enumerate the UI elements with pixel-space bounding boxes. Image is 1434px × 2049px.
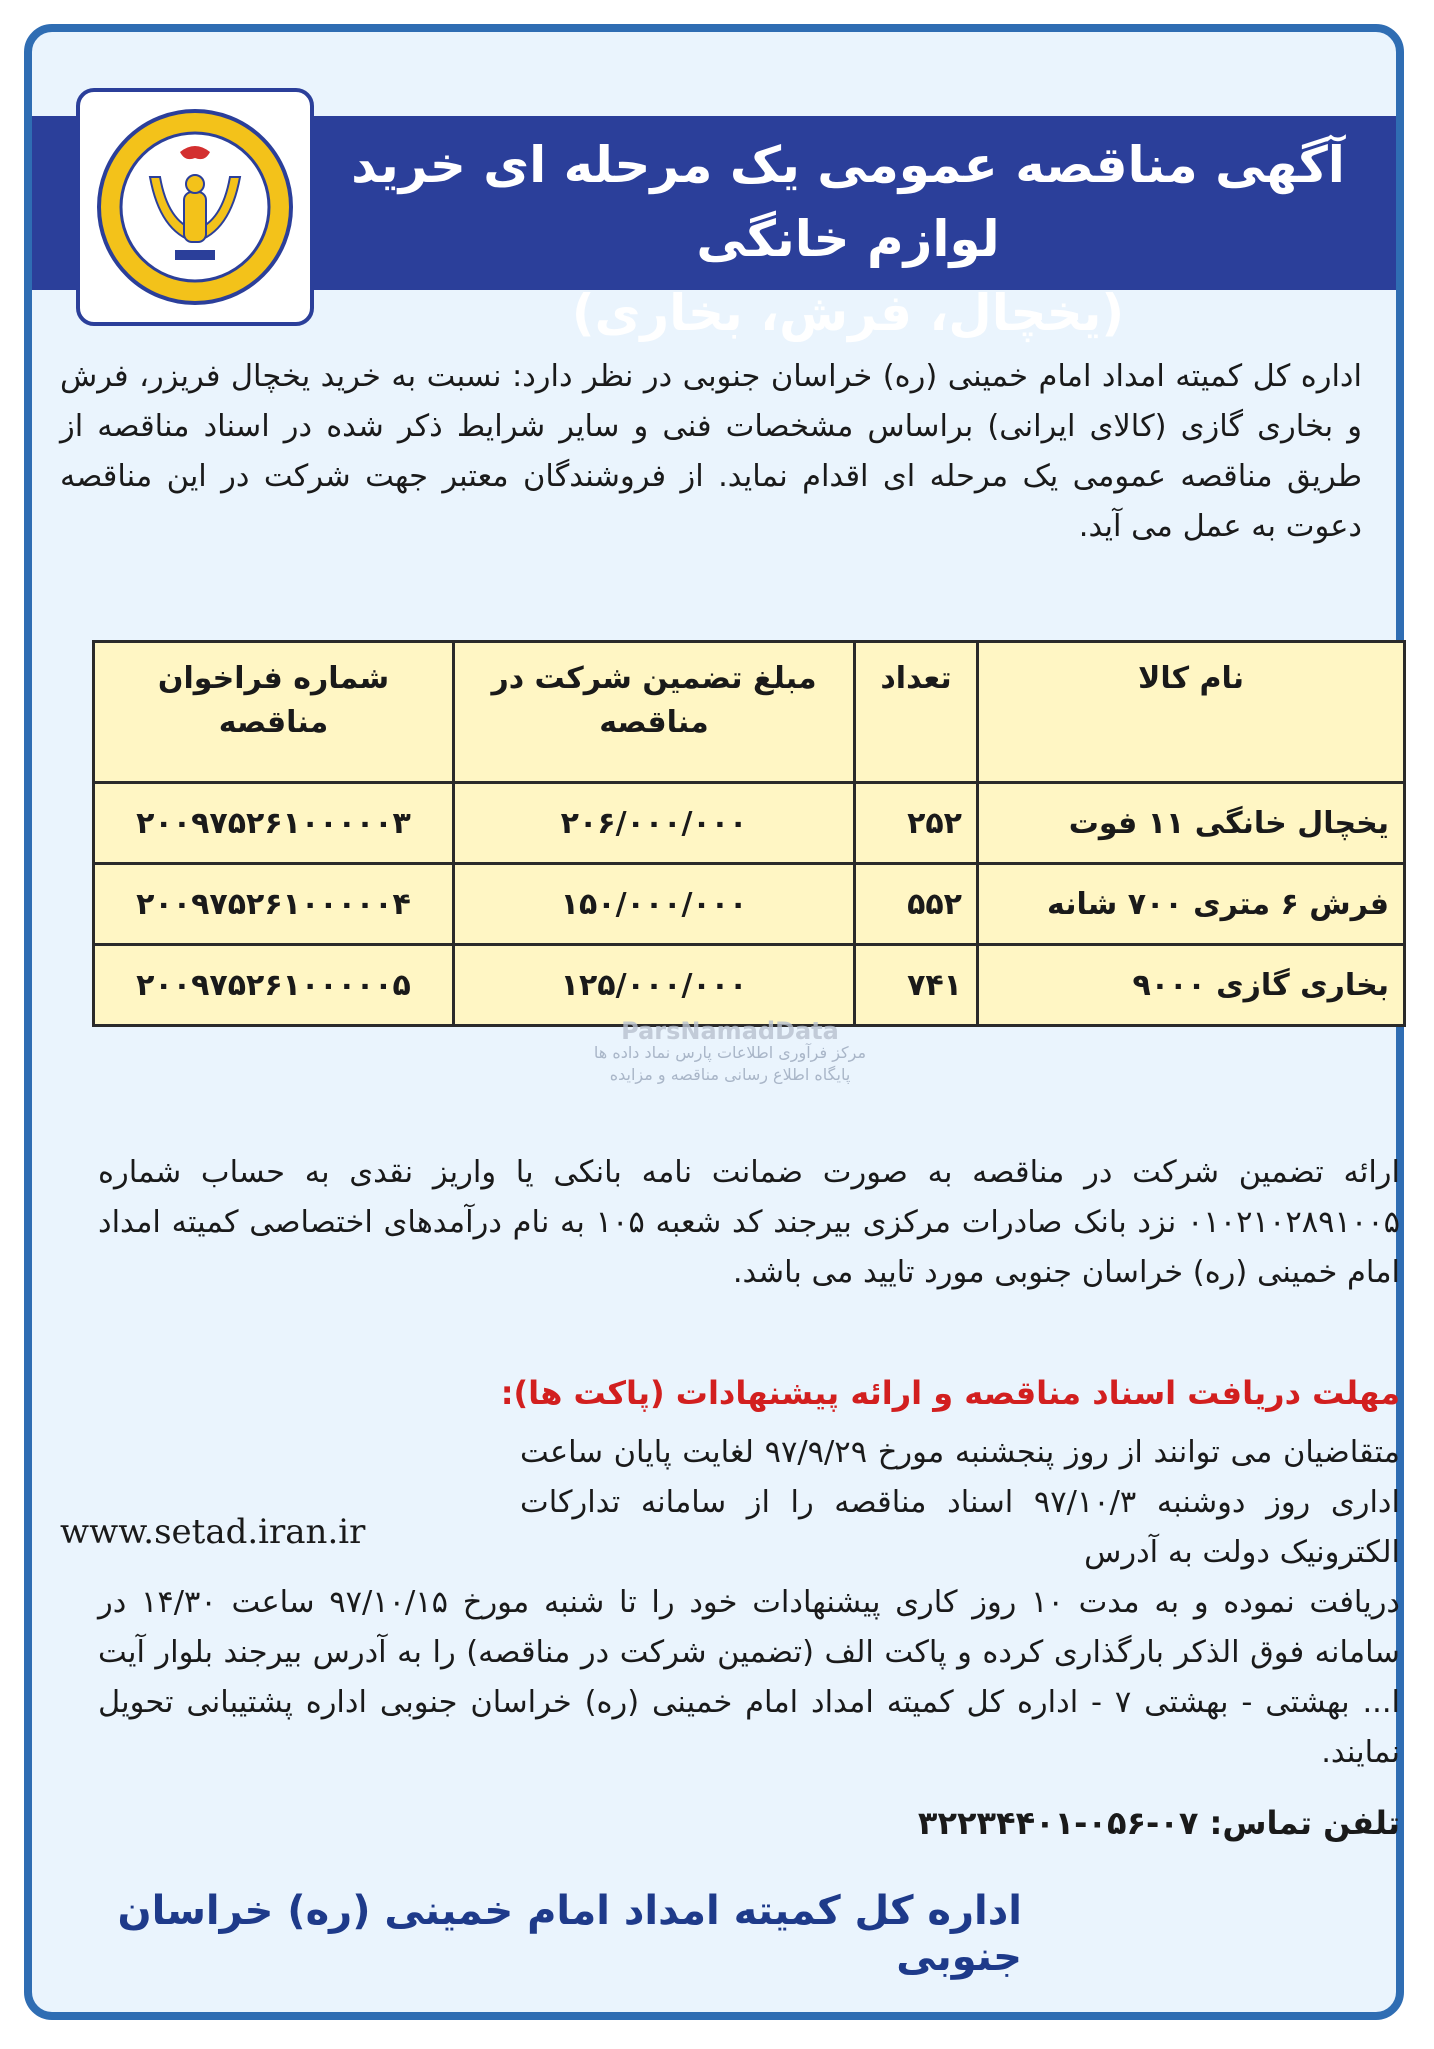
cell-amount: ۱۲۵/۰۰۰/۰۰۰	[454, 945, 855, 1026]
header-amount: مبلغ تضمین شرکت در مناقصه	[454, 642, 855, 783]
cell-number: ۲۰۰۹۷۵۲۶۱۰۰۰۰۰۵	[94, 945, 454, 1026]
header-qty: تعداد	[855, 642, 978, 783]
issuer-footer: اداره کل کمیته امداد امام خمینی (ره) خراسان جنوبی	[117, 1888, 1022, 1980]
cell-amount: ۱۵۰/۰۰۰/۰۰۰	[454, 864, 855, 945]
notice-title	[348, 128, 1348, 350]
cell-amount: ۲۰۶/۰۰۰/۰۰۰	[454, 783, 855, 864]
header-number: شماره فراخوان مناقصه	[94, 642, 454, 783]
watermark-brand: ParsNamadData	[621, 1017, 839, 1045]
items-table	[92, 640, 1406, 1027]
title-line-1: آگهی مناقصه عمومی یک مرحله ای خرید لوازم خانگی	[351, 136, 1345, 268]
setad-url[interactable]: www.setad.iran.ir	[60, 1512, 366, 1552]
watermark-line-1: مرکز فرآوری اطلاعات پارس نماد داده ها	[593, 1043, 867, 1062]
table-row	[94, 864, 1405, 945]
deadline-paragraph-1: متقاضیان می توانند از روز پنجشنبه مورخ ۹۷/۹/۲۹ لغایت پایان ساعت اداری روز دوشنبه ۹۷/۱۰/۳ اسناد مناقصه را از سامانه تدارکات الکترونیک دولت به آدرس	[520, 1435, 1400, 1570]
contact-phone: تلفن تماس: ۰۷-۰۵۶-۳۲۲۳۴۴۰۱	[917, 1804, 1400, 1842]
title-line-2: (یخچال، فرش، بخاری)	[571, 284, 1125, 342]
deadline-paragraph-2: دریافت نموده و به مدت ۱۰ روز کاری پیشنهادات خود را تا شنبه مورخ ۹۷/۱۰/۱۵ ساعت ۱۴/۳۰ در سامانه فوق الذکر بارگذاری کرده و پاکت الف (تضمین شرکت در مناقصه) را به آدرس بیرجند بلوار آیت ا... بهشتی - بهشتی ۷ - اداره کل کمیته امداد امام خمینی (ره) خراسان جنوبی اداره پشتیبانی تحویل نمایند.	[98, 1585, 1401, 1770]
emdad-logo	[76, 88, 314, 326]
table-row	[94, 945, 1405, 1026]
cell-name: بخاری گازی ۹۰۰۰	[978, 945, 1405, 1026]
cell-qty: ۲۵۲	[855, 783, 978, 864]
guarantee-paragraph: ارائه تضمین شرکت در مناقصه به صورت ضمانت نامه بانکی یا واریز نقدی به حساب شماره ۰۱۰۲۱۰۲۸۹۱۰۰۵ نزد بانک صادرات مرکزی بیرجند کد شعبه ۱۰۵ به نام درآمدهای اختصاصی کمیته امداد امام خمینی (ره) خراسان جنوبی مورد تایید می باشد.	[98, 1155, 1400, 1290]
cell-number: ۲۰۰۹۷۵۲۶۱۰۰۰۰۰۴	[94, 864, 454, 945]
table-header-row	[94, 642, 1405, 783]
watermark-line-2: پایگاه اطلاع رسانی مناقصه و مزایده	[609, 1065, 851, 1084]
intro-paragraph: اداره کل کمیته امداد امام خمینی (ره) خراسان جنوبی در نظر دارد: نسبت به خرید یخچال فریزر، فرش و بخاری گازی (کالای ایرانی) براساس مشخصات فنی و سایر شرایط ذکر شده در اسناد مناقصه از طریق مناقصه عمومی یک مرحله ای اقدام نماید. از فروشندگان معتبر جهت شرکت در این مناقصه دعوت به عمل می آید.	[60, 359, 1362, 544]
cell-qty: ۷۴۱	[855, 945, 978, 1026]
watermark	[540, 1017, 920, 1086]
cell-name: فرش ۶ متری ۷۰۰ شانه	[978, 864, 1405, 945]
header-name: نام کالا	[978, 642, 1405, 783]
cell-number: ۲۰۰۹۷۵۲۶۱۰۰۰۰۰۳	[94, 783, 454, 864]
table-row	[94, 783, 1405, 864]
cell-name: یخچال خانگی ۱۱ فوت	[978, 783, 1405, 864]
deadline-heading: مهلت دریافت اسناد مناقصه و ارائه پیشنهادات (پاکت ها):	[500, 1374, 1400, 1412]
cell-qty: ۵۵۲	[855, 864, 978, 945]
